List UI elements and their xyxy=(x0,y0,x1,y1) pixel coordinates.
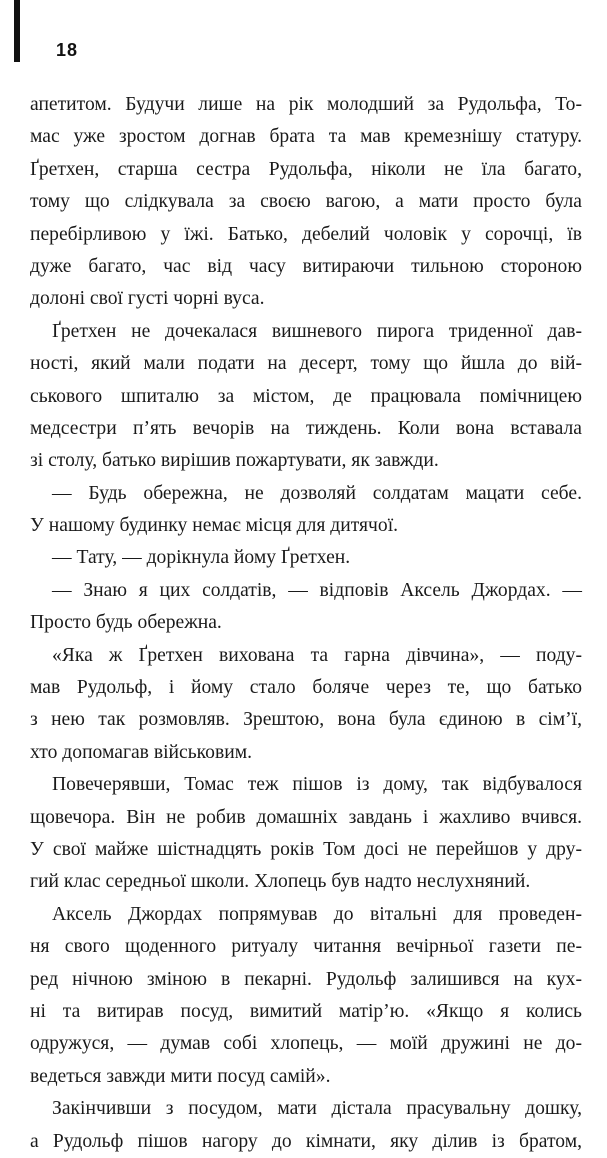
text-line: перебірливою у їжі. Батько, дебелий чоловік у сорочці, їв xyxy=(30,223,582,245)
text-line: а Рудольф пішов нагору до кімнати, яку ділив із братом, xyxy=(30,1130,582,1152)
text-line: Аксель Джордах попрямував до вітальні для проведен- xyxy=(52,903,582,925)
text-line: одружуся, — думав собі хлопець, — моїй дружині не до- xyxy=(30,1033,582,1055)
text-line: Ґретхен не дочекалася вишневого пирога триденної дав- xyxy=(52,320,582,342)
text-line: долоні свої густі чорні вуса. xyxy=(30,288,265,310)
text-line: ред нічною зміною в пекарні. Рудольф залишився на кух- xyxy=(30,968,582,990)
text-line: Ґретхен, старша сестра Рудольфа, ніколи не їла багато, xyxy=(30,158,582,180)
text-line: дуже багато, час від часу витираючи тильною стороною xyxy=(30,255,582,277)
text-line: Закінчивши з посудом, мати дістала прасувальну дошку, xyxy=(52,1098,582,1120)
text-line: хто допомагав військовим. xyxy=(30,741,252,763)
text-line: «Яка ж Ґретхен вихована та гарна дівчина», — поду- xyxy=(52,644,582,666)
text-line: ня свого щоденного ритуалу читання вечірньої газети пе- xyxy=(30,936,582,958)
text-line: У свої майже шістнадцять років Том досі не перейшов у дру- xyxy=(30,838,582,860)
text-line: тому що слідкувала за своєю вагою, а мати просто була xyxy=(30,191,582,213)
text-line: зі столу, батько вирішив пожартувати, як завжди. xyxy=(30,450,439,472)
text-line: ведеться завжди мити посуд самій». xyxy=(30,1065,331,1087)
text-line: Просто будь обережна. xyxy=(30,612,222,634)
text-line: Повечерявши, Томас теж пішов із дому, так відбувалося xyxy=(52,774,582,796)
binding-edge xyxy=(14,0,20,62)
text-line: медсестри п’ять вечорів на тиждень. Коли вона вставала xyxy=(30,417,582,439)
text-line: гий клас середньої школи. Хлопець був надто неслухняний. xyxy=(30,871,531,893)
text-line: — Знаю я цих солдатів, — відповів Аксель Джордах. — xyxy=(52,579,582,601)
text-line: ності, який мали подати на десерт, тому що йшла до вій- xyxy=(30,353,582,375)
text-line: з нею так розмовляв. Зрештою, вона була єдиною в сім’ї, xyxy=(30,709,582,731)
text-line: ні та витирав посуд, вимитий матір’ю. «Якщо я колись xyxy=(30,1000,582,1022)
text-line: — Тату, — дорікнула йому Ґретхен. xyxy=(52,547,351,569)
text-line: мав Рудольф, і йому стало боляче через те, що батько xyxy=(30,677,582,699)
text-line: ськового шпиталю за містом, де працювала помічницею xyxy=(30,385,582,407)
text-line: — Будь обережна, не дозволяй солдатам мацати себе. xyxy=(52,482,582,504)
text-line: У нашому будинку немає місця для дитячої. xyxy=(30,515,399,537)
body-text xyxy=(30,89,582,1158)
text-line: мас уже зростом догнав брата та мав кремезнішу статуру. xyxy=(30,126,582,148)
text-line: апетитом. Будучи лише на рік молодший за Рудольфа, То- xyxy=(30,94,582,115)
text-line: щовечора. Він не робив домашніх завдань і жахливо вчився. xyxy=(30,806,582,828)
page-number: 18 xyxy=(56,40,79,60)
